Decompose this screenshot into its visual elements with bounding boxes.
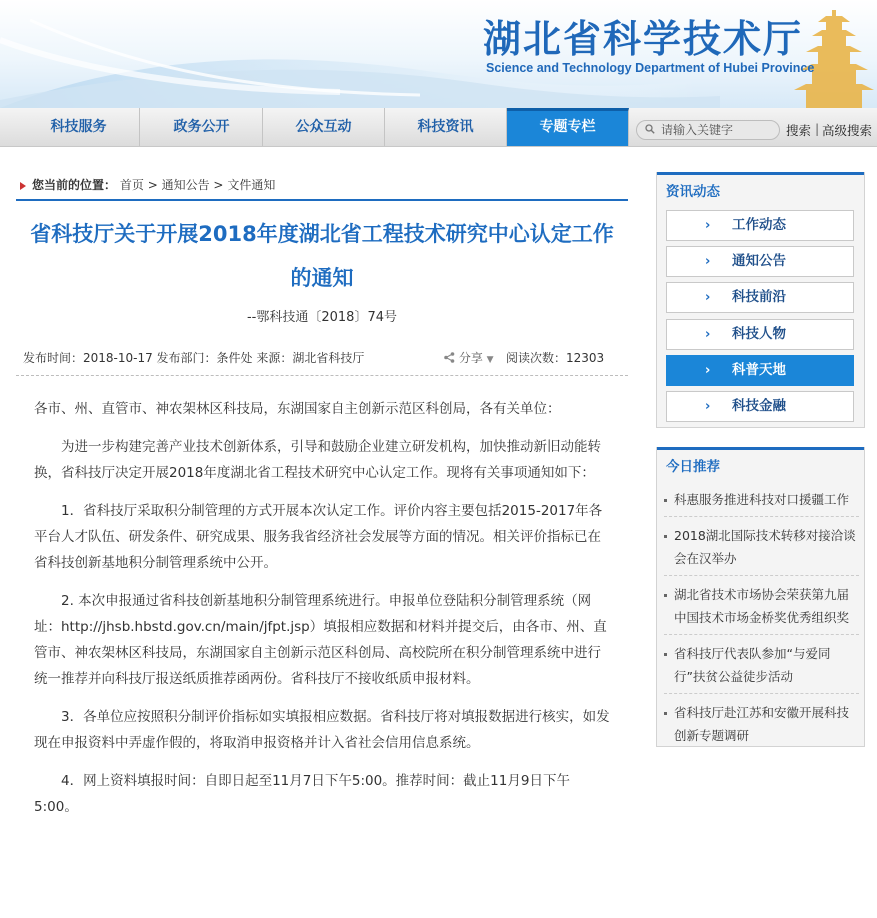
share-icon bbox=[444, 352, 455, 363]
sidebar-news-panel bbox=[656, 172, 865, 428]
bullet-icon bbox=[664, 535, 667, 538]
nav-item-public-interaction[interactable]: 公众互动 bbox=[263, 108, 385, 146]
recommend-list bbox=[664, 486, 859, 757]
sidebar-item-frontier[interactable] bbox=[666, 282, 854, 313]
sidebar-item-label: 通知公告 bbox=[732, 253, 786, 269]
breadcrumb-separator: > bbox=[213, 178, 224, 192]
read-count: 阅读次数：12303 bbox=[506, 351, 605, 365]
bullet-icon bbox=[664, 499, 667, 502]
sidebar-item-label: 科技前沿 bbox=[732, 289, 786, 305]
article-title-line-2: 的通知 bbox=[290, 266, 354, 290]
sidebar-item-work-news[interactable] bbox=[666, 210, 854, 241]
recommend-link[interactable]: 湖北省技术市场协会荣获第九届中国技术市场金桥奖优秀组织奖 bbox=[674, 587, 850, 625]
article-paragraph: 3．各单位应按照积分制评价指标如实填报相应数据。省科技厅将对填报数据进行核实，如发现在申报资料中弄虚作假的，将取消申报资格并计入省社会信用信息系统。 bbox=[34, 709, 610, 751]
chevron-right-icon: › bbox=[705, 254, 711, 269]
meta-divider bbox=[16, 375, 628, 376]
article-body bbox=[34, 396, 612, 832]
breadcrumb bbox=[16, 172, 628, 201]
sidebar-item-notices[interactable] bbox=[666, 246, 854, 277]
bullet-icon bbox=[664, 653, 667, 656]
list-item[interactable] bbox=[664, 486, 859, 517]
list-item[interactable] bbox=[664, 522, 859, 576]
breadcrumb-home[interactable]: 首页 bbox=[119, 178, 144, 192]
nav-item-sci-news[interactable]: 科技资讯 bbox=[385, 108, 507, 146]
advanced-search-link[interactable]: 高级搜索 bbox=[822, 123, 873, 138]
share-label: 分享 bbox=[458, 351, 483, 365]
nav-item-gov-affairs[interactable]: 政务公开 bbox=[141, 108, 263, 146]
share-button[interactable] bbox=[444, 349, 494, 366]
sidebar-item-label: 科普天地 bbox=[732, 362, 786, 378]
breadcrumb-file-notices[interactable]: 文件通知 bbox=[227, 178, 276, 192]
article-paragraph: 为进一步构建完善产业技术创新体系，引导和鼓励企业建立研发机构，加快推动新旧动能转换，省科技厅决定开展2018年度湖北省工程技术研究中心认定工作。现将有关事项通知如下： bbox=[34, 439, 601, 481]
recommend-link[interactable]: 省科技厅代表队参加“与爱同行”扶贫公益徒步活动 bbox=[674, 646, 831, 684]
sidebar-item-label: 科技金融 bbox=[732, 398, 786, 414]
sidebar-item-label: 科技人物 bbox=[732, 326, 786, 342]
breadcrumb-notices[interactable]: 通知公告 bbox=[161, 178, 210, 192]
chevron-down-icon: ▼ bbox=[486, 355, 494, 365]
sidebar-item-label: 工作动态 bbox=[732, 217, 786, 233]
chevron-right-icon: › bbox=[705, 399, 711, 414]
article-paragraph: 2. 本次申报通过省科技创新基地积分制管理系统进行。申报单位登陆积分制管理系统（网址：http://jhsb.hbstd.gov.cn/main/jfpt.jsp）填报相应数据和材料并提交后，由各市、州、直管市、神农架林区科技局，东湖国家自主创新示范区科创局、高校院所在积分制管理系统中进行统一推荐并向科技厅报送纸质推荐函两份。省科技厅不接收纸质申报材料。 bbox=[34, 593, 607, 687]
search-separator: | bbox=[815, 121, 820, 136]
list-item[interactable] bbox=[664, 640, 859, 694]
nav-item-services[interactable]: 科技服务 bbox=[18, 108, 140, 146]
breadcrumb-prefix: 您当前的位置： bbox=[32, 178, 117, 192]
site-header bbox=[0, 0, 877, 108]
chevron-right-icon: › bbox=[705, 327, 711, 342]
sidebar-item-finance[interactable] bbox=[666, 391, 854, 422]
article-paragraph: 4．网上资料填报时间：自即日起至11月7日下午5:00。推荐时间：截止11月9日下午5:00。 bbox=[34, 773, 570, 815]
bullet-icon bbox=[664, 712, 667, 715]
recommend-link[interactable]: 2018湖北国际技术转移对接洽谈会在汉举办 bbox=[674, 528, 856, 566]
chevron-right-icon: › bbox=[705, 363, 711, 378]
sidebar-news-title: 资讯动态 bbox=[657, 172, 864, 207]
site-title: 湖北省科学技术厅 bbox=[483, 16, 804, 61]
pagoda-illustration bbox=[794, 10, 874, 108]
article-title bbox=[16, 212, 628, 300]
search-icon bbox=[645, 124, 655, 134]
article-salutation: 各市、州、直管市、神农架林区科技局，东湖国家自主创新示范区科创局，各有关单位： bbox=[34, 401, 561, 417]
chevron-right-icon: › bbox=[705, 290, 711, 305]
nav-item-special-topics[interactable]: 专题专栏 bbox=[507, 108, 629, 146]
article-title-line-1: 省科技厅关于开展2018年度湖北省工程技术研究中心认定工作 bbox=[30, 222, 614, 246]
breadcrumb-separator: > bbox=[147, 178, 158, 192]
list-item[interactable] bbox=[664, 699, 859, 752]
list-item[interactable] bbox=[664, 581, 859, 635]
site-subtitle: Science and Technology Department of Hubei Province bbox=[486, 61, 815, 75]
location-arrow-icon bbox=[20, 182, 26, 190]
sidebar-recommend-title: 今日推荐 bbox=[657, 447, 864, 482]
search-input[interactable]: 请输入关键字 bbox=[636, 120, 780, 140]
recommend-link[interactable]: 省科技厅赴江苏和安徽开展科技创新专题调研 bbox=[674, 705, 850, 743]
search-button[interactable]: 搜索 bbox=[786, 123, 812, 138]
article-meta: 发布时间：2018-10-17 发布部门：条件处 来源：湖北省科技厅 bbox=[23, 351, 365, 365]
document-number: --鄂科技通〔2018〕74号 bbox=[246, 310, 397, 325]
chevron-right-icon: › bbox=[705, 218, 711, 233]
article-paragraph: 1．省科技厅采取积分制管理的方式开展本次认定工作。评价内容主要包括2015-2017年各平台人才队伍、研发条件、研究成果、服务我省经济社会发展等方面的情况。相关评价指标已在省科技创新基地积分制管理系统中公开。 bbox=[34, 503, 603, 571]
recommend-link[interactable]: 科惠服务推进科技对口援疆工作 bbox=[674, 492, 850, 507]
sidebar-item-popular-science[interactable] bbox=[666, 355, 854, 386]
bullet-icon bbox=[664, 594, 667, 597]
sidebar-item-people[interactable] bbox=[666, 319, 854, 350]
